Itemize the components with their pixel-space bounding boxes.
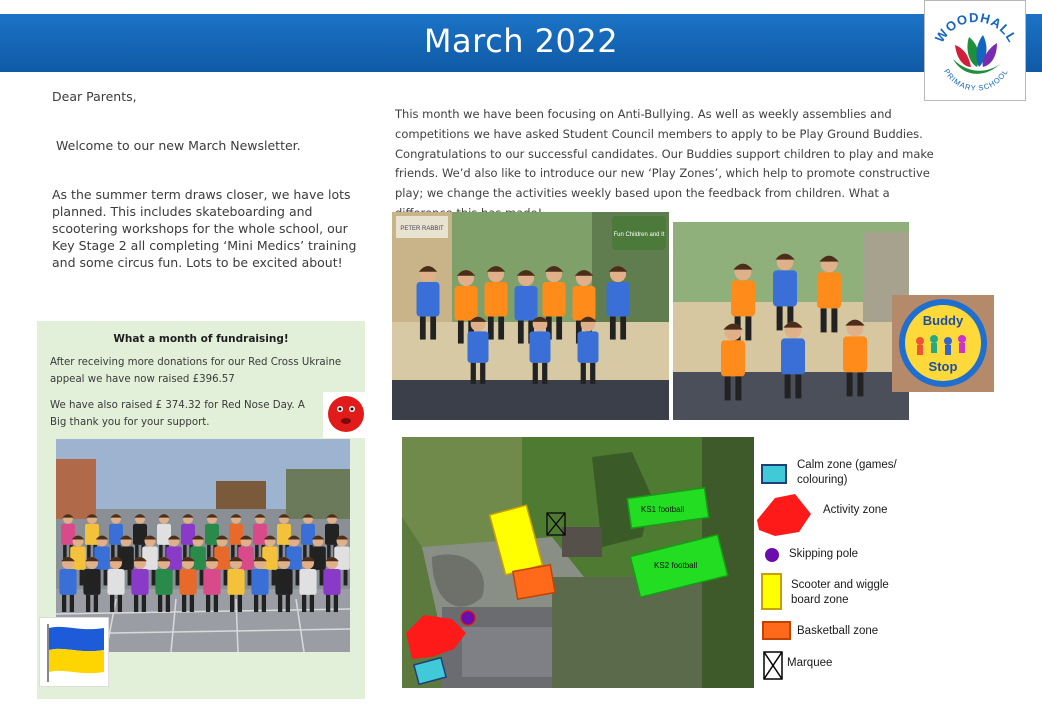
- activity-zone-swatch: [755, 492, 815, 538]
- legend-marquee: Marquee: [787, 657, 833, 669]
- buddies-group-photo: [392, 212, 669, 420]
- letter-intro: As the summer term draws closer, we have lots planned. This includes skateboarding and scootering workshops for the whole school, our Key Stage 2 all completing ‘Mini Medics’ training and some circus fun. Lots to be excited about!: [52, 187, 357, 270]
- peter-rabbit-book-text: PETER RABBIT: [400, 226, 444, 232]
- legend-skipping-pole: Skipping pole: [789, 548, 859, 560]
- legend-calm-zone: Calm zone (games/ colouring): [797, 459, 897, 486]
- logo-bottom-text: PRIMARY SCHOOL: [942, 67, 1010, 93]
- letter-welcome: Welcome to our new March Newsletter.: [56, 138, 301, 153]
- map-ks1-label: KS1 football: [641, 505, 685, 514]
- skipping-pole-swatch: [763, 546, 781, 564]
- play-zones-map: [402, 437, 754, 688]
- ukraine-flag-image: [39, 617, 109, 687]
- legend-activity-zone: Activity zone: [823, 504, 888, 516]
- buddies-vests-photo: [673, 222, 909, 420]
- red-nose-image: [323, 392, 369, 438]
- buddy-sign-bottom-text: Stop: [928, 359, 958, 374]
- basketball-zone-swatch: [761, 620, 793, 642]
- marquee-swatch: [762, 650, 784, 682]
- fundraising-red-nose-text: We have also raised £ 374.32 for Red Nose Day. A Big thank you for your support.: [50, 400, 305, 428]
- fundraising-ukraine-text: After receiving more donations for our Red Cross Ukraine appeal we have now raised £396.57: [50, 357, 342, 385]
- legend-basketball-zone: Basketball zone: [797, 625, 879, 637]
- buddy-sign-top-text: Buddy: [922, 313, 964, 328]
- legend-scooter-zone: Scooter and wiggle board zone: [791, 579, 889, 606]
- svg-text:WOODHALL: [932, 10, 1020, 45]
- page-title: March 2022: [423, 22, 619, 60]
- fundraising-title: What a month of fundraising!: [113, 333, 289, 345]
- scooter-zone-swatch: [760, 572, 784, 612]
- school-logo: [924, 0, 1026, 101]
- logo-top-text: WOODHALL: [931, 9, 1021, 46]
- poster-text: Fun Children and It: [613, 232, 665, 238]
- buddy-stop-sign-photo: [892, 295, 994, 392]
- map-ks2-label: KS2 football: [654, 561, 698, 570]
- letter-greeting: Dear Parents,: [52, 89, 137, 104]
- anti-bullying-article: This month we have been focusing on Anti-Bullying. As well as weekly assemblies and competitions we have asked Student Council members to apply to be Play Ground Buddies. Congratulations to our successful candidates. Our Buddies support children to play and make friends. We’d also like to introduce our new ‘Play Zones’, which help to promote constructive play; we change the activities weekly based upon the feedback from children. What a: [395, 107, 934, 201]
- calm-zone-swatch: [760, 463, 788, 485]
